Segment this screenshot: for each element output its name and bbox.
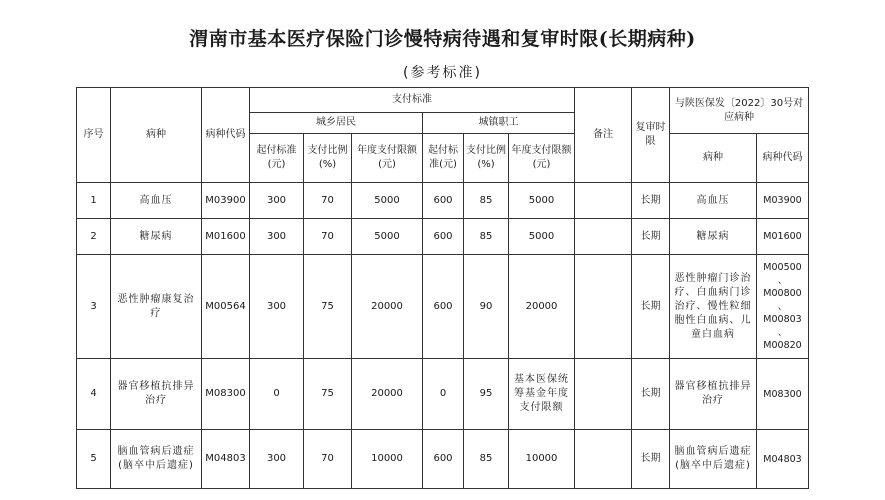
header-shaanxi: 与陕医保发〔2022〕30号对应病种 xyxy=(670,88,809,134)
cell-code: M00564 xyxy=(202,255,250,359)
document-subtitle: (参考标准) xyxy=(403,65,482,81)
cell-review: 长期 xyxy=(632,430,670,489)
cell-uw-limit: 5000 xyxy=(509,219,575,255)
header-urban-rural: 城乡居民 xyxy=(250,113,423,134)
cell-uw-threshold: 600 xyxy=(423,183,464,219)
cell-uw-limit: 5000 xyxy=(509,183,575,219)
cell-uw-limit: 基本医保统筹基金年度支付限额 xyxy=(509,359,575,430)
cell-review: 长期 xyxy=(632,255,670,359)
cell-seq: 5 xyxy=(77,430,111,489)
cell-remark xyxy=(575,430,632,489)
treatment-standard-table xyxy=(76,87,809,489)
cell-rr-limit: 20000 xyxy=(352,255,423,359)
cell-rr-threshold: 300 xyxy=(250,219,304,255)
cell-rr-limit: 20000 xyxy=(352,359,423,430)
header-seq: 序号 xyxy=(77,88,111,183)
cell-uw-ratio: 90 xyxy=(464,255,509,359)
cell-uw-threshold: 600 xyxy=(423,430,464,489)
sx-code-item: M04803 xyxy=(763,453,802,465)
cell-sx-code xyxy=(757,430,809,489)
cell-review: 长期 xyxy=(632,219,670,255)
cell-uw-threshold: 600 xyxy=(423,255,464,359)
cell-uw-threshold: 0 xyxy=(423,359,464,430)
cell-code: M04803 xyxy=(202,430,250,489)
cell-rr-ratio: 75 xyxy=(304,359,352,430)
table-row xyxy=(77,430,809,489)
sx-code-separator: 、 xyxy=(777,275,788,286)
cell-disease: 器官移植抗排异治疗 xyxy=(111,359,202,430)
header-rr-limit: 年度支付限额(元) xyxy=(352,134,423,183)
cell-remark xyxy=(575,219,632,255)
cell-code: M08300 xyxy=(202,359,250,430)
cell-sx-code xyxy=(757,183,809,219)
cell-disease: 脑血管病后遗症(脑卒中后遗症) xyxy=(111,430,202,489)
cell-disease: 糖尿病 xyxy=(111,219,202,255)
cell-rr-limit: 5000 xyxy=(352,183,423,219)
cell-rr-ratio: 70 xyxy=(304,183,352,219)
cell-rr-limit: 10000 xyxy=(352,430,423,489)
sx-code-item: M00820 xyxy=(763,340,802,351)
sx-code-item: M00800 xyxy=(763,288,802,299)
cell-sx-disease: 高血压 xyxy=(670,183,757,219)
cell-seq: 3 xyxy=(77,255,111,359)
cell-sx-disease: 恶性肿瘤门诊治疗、白血病门诊治疗、慢性粒细胞性白血病、儿童白血病 xyxy=(670,255,757,359)
cell-rr-threshold: 300 xyxy=(250,255,304,359)
cell-uw-ratio: 85 xyxy=(464,219,509,255)
cell-rr-ratio: 70 xyxy=(304,430,352,489)
header-uw-limit: 年度支付限额(元) xyxy=(509,134,575,183)
table-row xyxy=(77,359,809,430)
cell-review: 长期 xyxy=(632,359,670,430)
sx-code-item: M08300 xyxy=(763,388,802,400)
cell-sx-disease: 器官移植抗排异治疗 xyxy=(670,359,757,430)
cell-rr-ratio: 70 xyxy=(304,219,352,255)
sx-code-item: M00803 xyxy=(763,314,802,325)
header-pay-standard: 支付标准 xyxy=(250,88,575,113)
cell-uw-limit: 20000 xyxy=(509,255,575,359)
cell-uw-ratio: 85 xyxy=(464,183,509,219)
cell-sx-disease: 糖尿病 xyxy=(670,219,757,255)
cell-sx-disease: 脑血管病后遗症(脑卒中后遗症) xyxy=(670,430,757,489)
header-urban-worker: 城镇职工 xyxy=(423,113,575,134)
cell-disease: 高血压 xyxy=(111,183,202,219)
cell-seq: 4 xyxy=(77,359,111,430)
cell-remark xyxy=(575,359,632,430)
header-remark: 备注 xyxy=(575,88,632,183)
sx-code-item: M01600 xyxy=(763,231,802,242)
cell-rr-threshold: 0 xyxy=(250,359,304,430)
cell-remark xyxy=(575,255,632,359)
sx-code-item: M00500 xyxy=(763,262,802,273)
cell-rr-limit: 5000 xyxy=(352,219,423,255)
cell-uw-ratio: 85 xyxy=(464,430,509,489)
cell-uw-ratio: 95 xyxy=(464,359,509,430)
header-disease: 病种 xyxy=(111,88,202,183)
header-review: 复审时限 xyxy=(632,88,670,183)
header-sx-disease: 病种 xyxy=(670,134,757,183)
cell-rr-threshold: 300 xyxy=(250,430,304,489)
table-row xyxy=(77,219,809,255)
cell-seq: 1 xyxy=(77,183,111,219)
sx-code-item: M03900 xyxy=(763,195,802,206)
cell-rr-threshold: 300 xyxy=(250,183,304,219)
cell-rr-ratio: 75 xyxy=(304,255,352,359)
cell-seq: 2 xyxy=(77,219,111,255)
document-title: 渭南市基本医疗保险门诊慢特病待遇和复审时限(长期病种) xyxy=(189,28,696,50)
header-row-top xyxy=(77,88,809,113)
cell-code: M01600 xyxy=(202,219,250,255)
header-rr-ratio: 支付比例(%) xyxy=(304,134,352,183)
cell-uw-limit: 10000 xyxy=(509,430,575,489)
cell-review: 长期 xyxy=(632,183,670,219)
cell-uw-threshold: 600 xyxy=(423,219,464,255)
header-uw-threshold: 起付标准(元) xyxy=(423,134,464,183)
sx-code-separator: 、 xyxy=(777,327,788,338)
cell-code: M03900 xyxy=(202,183,250,219)
cell-disease: 恶性肿瘤康复治疗 xyxy=(111,255,202,359)
cell-sx-code xyxy=(757,255,809,359)
header-uw-ratio: 支付比例(%) xyxy=(464,134,509,183)
header-sx-code: 病种代码 xyxy=(757,134,809,183)
table-row xyxy=(77,255,809,359)
cell-sx-code xyxy=(757,359,809,430)
header-rr-threshold: 起付标准(元) xyxy=(250,134,304,183)
header-code: 病种代码 xyxy=(202,88,250,183)
sx-code-separator: 、 xyxy=(777,301,788,312)
cell-remark xyxy=(575,183,632,219)
table-row xyxy=(77,183,809,219)
cell-sx-code xyxy=(757,219,809,255)
